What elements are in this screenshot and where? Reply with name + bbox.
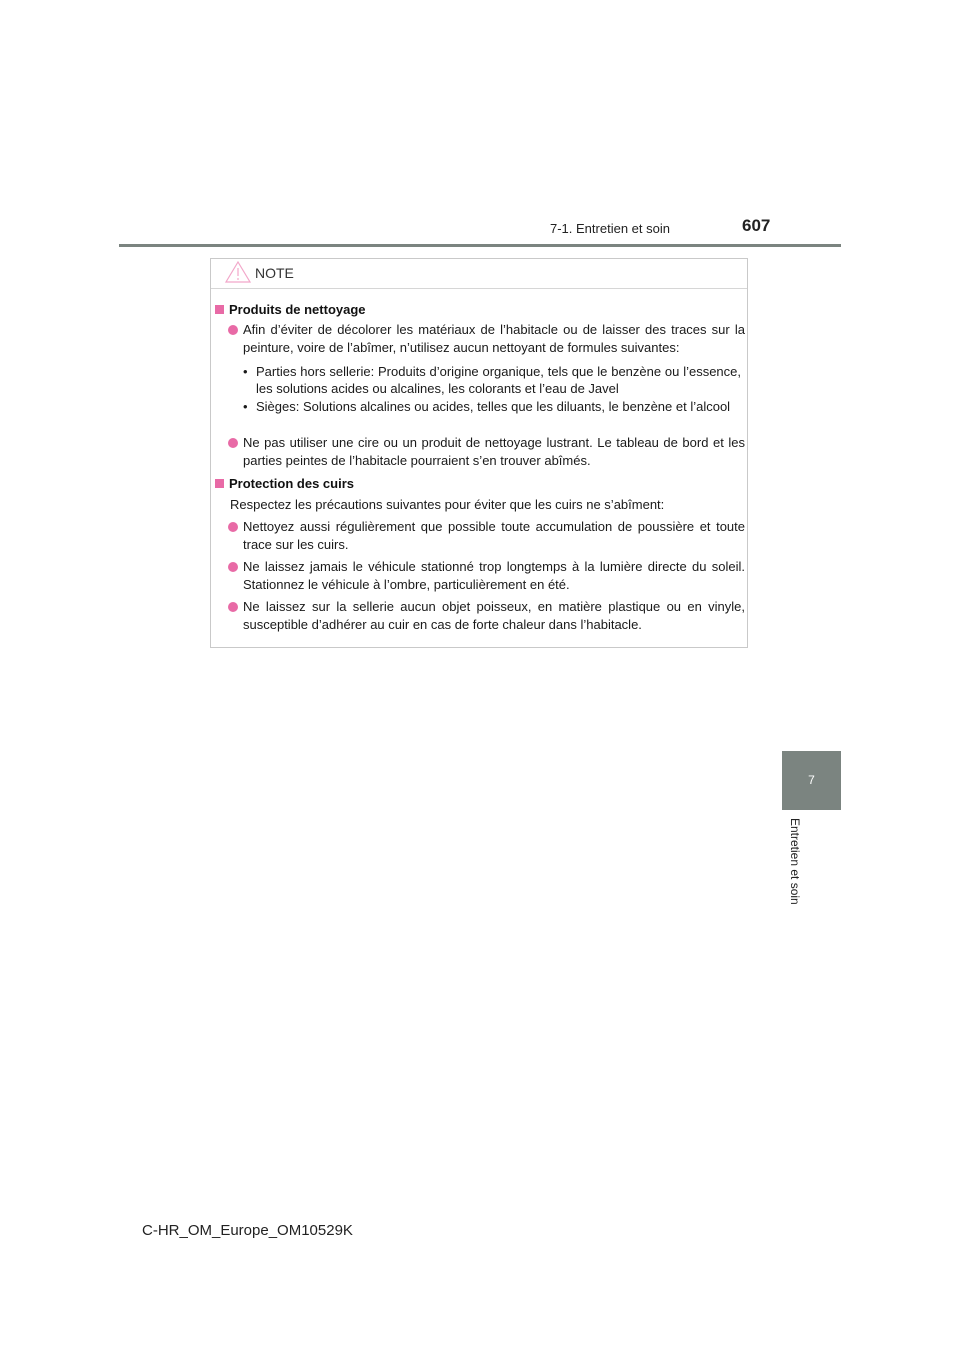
round-bullet-icon bbox=[228, 562, 238, 572]
warning-triangle-icon bbox=[225, 260, 251, 284]
square-bullet-icon bbox=[215, 479, 224, 488]
list-item: Ne pas utiliser une cire ou un produit de nettoyage lustrant. Le tableau de bord et les parties peintes de l’habitacle pourraient s’en trouver abîmés. bbox=[215, 434, 745, 470]
round-bullet-icon bbox=[228, 522, 238, 532]
round-bullet-icon bbox=[228, 602, 238, 612]
page-number: 607 bbox=[742, 216, 771, 235]
list-item: Nettoyez aussi régulièrement que possible toute accumulation de poussière et toute trace sur les cuirs. bbox=[215, 518, 745, 554]
sub-list-item: • Sièges: Solutions alcalines ou acides, telles que les diluants, le benzène et l’alcool bbox=[243, 399, 731, 414]
sub-list-item: • Parties hors sellerie: Produits d’origine organique, tels que le benzène ou l’essence, les solutions acides ou alcalines, les colorants et l’eau de Javel bbox=[243, 364, 741, 396]
section-intro: Respectez les précautions suivantes pour éviter que les cuirs ne s’abîment: bbox=[230, 497, 665, 512]
chapter-tab: 7 bbox=[782, 751, 841, 810]
list-item: Ne laissez sur la sellerie aucun objet poisseux, en matière plastique ou en vinyle, susceptible d’adhérer au cuir en cas de forte chaleur dans l’habitacle. bbox=[215, 598, 745, 634]
square-bullet-icon bbox=[215, 305, 224, 314]
section-heading-leather-protection: Protection des cuirs bbox=[215, 476, 354, 491]
section-heading-cleaning-products: Produits de nettoyage bbox=[215, 302, 366, 317]
header-section: 7-1. Entretien et soin bbox=[550, 221, 670, 236]
header-rule bbox=[119, 244, 841, 247]
round-bullet-icon bbox=[228, 438, 238, 448]
note-box bbox=[210, 258, 748, 648]
chapter-side-label: Entretien et soin bbox=[788, 818, 802, 905]
footer-doc-id: C-HR_OM_Europe_OM10529K bbox=[142, 1222, 353, 1239]
note-header bbox=[211, 259, 747, 289]
list-item: Ne laissez jamais le véhicule stationné trop longtemps à la lumière directe du soleil. Stationnez le véhicule à l’ombre, particulièrement en été. bbox=[215, 558, 745, 594]
list-item: Afin d’éviter de décolorer les matériaux de l’habitacle ou de laisser des traces sur la peinture, voire de l’abîmer, n’utilisez aucun nettoyant de formules suivantes: bbox=[215, 321, 745, 357]
round-bullet-icon bbox=[228, 325, 238, 335]
note-label: NOTE bbox=[255, 265, 294, 281]
